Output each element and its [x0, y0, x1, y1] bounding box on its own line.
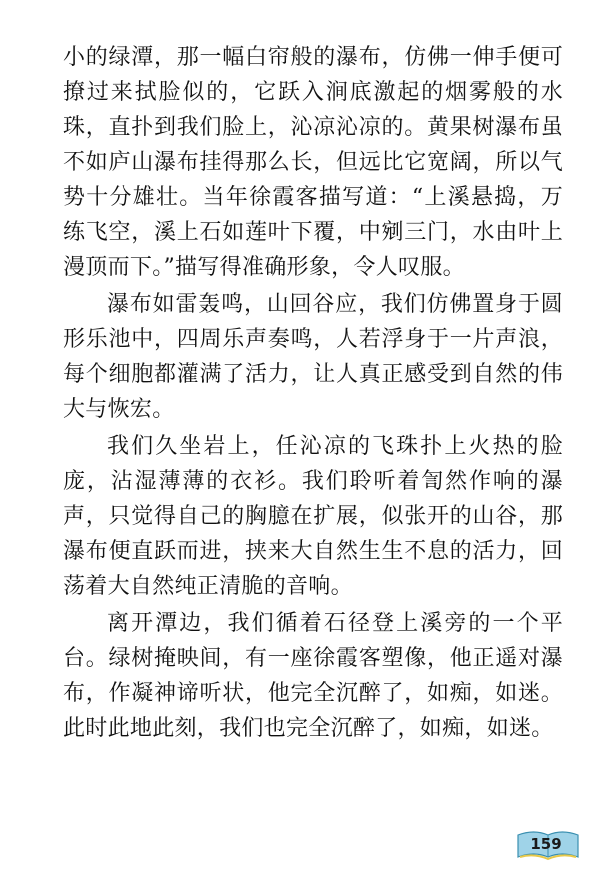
page-number: 159	[530, 835, 562, 853]
body-text	[63, 40, 563, 746]
paragraph-2: 瀑布如雷轰鸣，山回谷应，我们仿佛置身于圆形乐池中，四周乐声奏鸣，人若浮身于一片声浪，每个细胞都灌满了活力，让人真正感受到自然的伟大与恢宏。	[63, 292, 563, 422]
paragraph-4: 离开潭边，我们循着石径登上溪旁的一个平台。绿树掩映间，有一座徐霞客塑像，他正遥对瀑布，作凝神谛听状，他完全沉醉了，如痴，如迷。此时此地此刻，我们也完全沉醉了，如痴，如迷。	[63, 611, 563, 741]
paragraph-3: 我们久坐岩上，任沁凉的飞珠扑上火热的脸庞，沾湿薄薄的衣衫。我们聆听着訇然作响的瀑声，只觉得自己的胸臆在扩展，似张开的山谷，那瀑布便直跃而进，挟来大自然生生不息的活力，回荡着大自然纯正清脆的音响。	[63, 434, 563, 599]
paragraph-1: 小的绿潭，那一幅白帘般的瀑布，仿佛一伸手便可撩过来拭脸似的，它跃入涧底激起的烟雾般的水珠，直扑到我们脸上，沁凉沁凉的。黄果树瀑布虽不如庐山瀑布挂得那么长，但远比它宽阔，所以气势十分雄壮。当年徐霞客描写道：“上溪悬捣，万练飞空，溪上石如莲叶下覆，中剜三门，水由叶上漫顶而下。”描写得准确形象，令人叹服。	[63, 45, 563, 280]
page-number-badge	[514, 827, 584, 863]
